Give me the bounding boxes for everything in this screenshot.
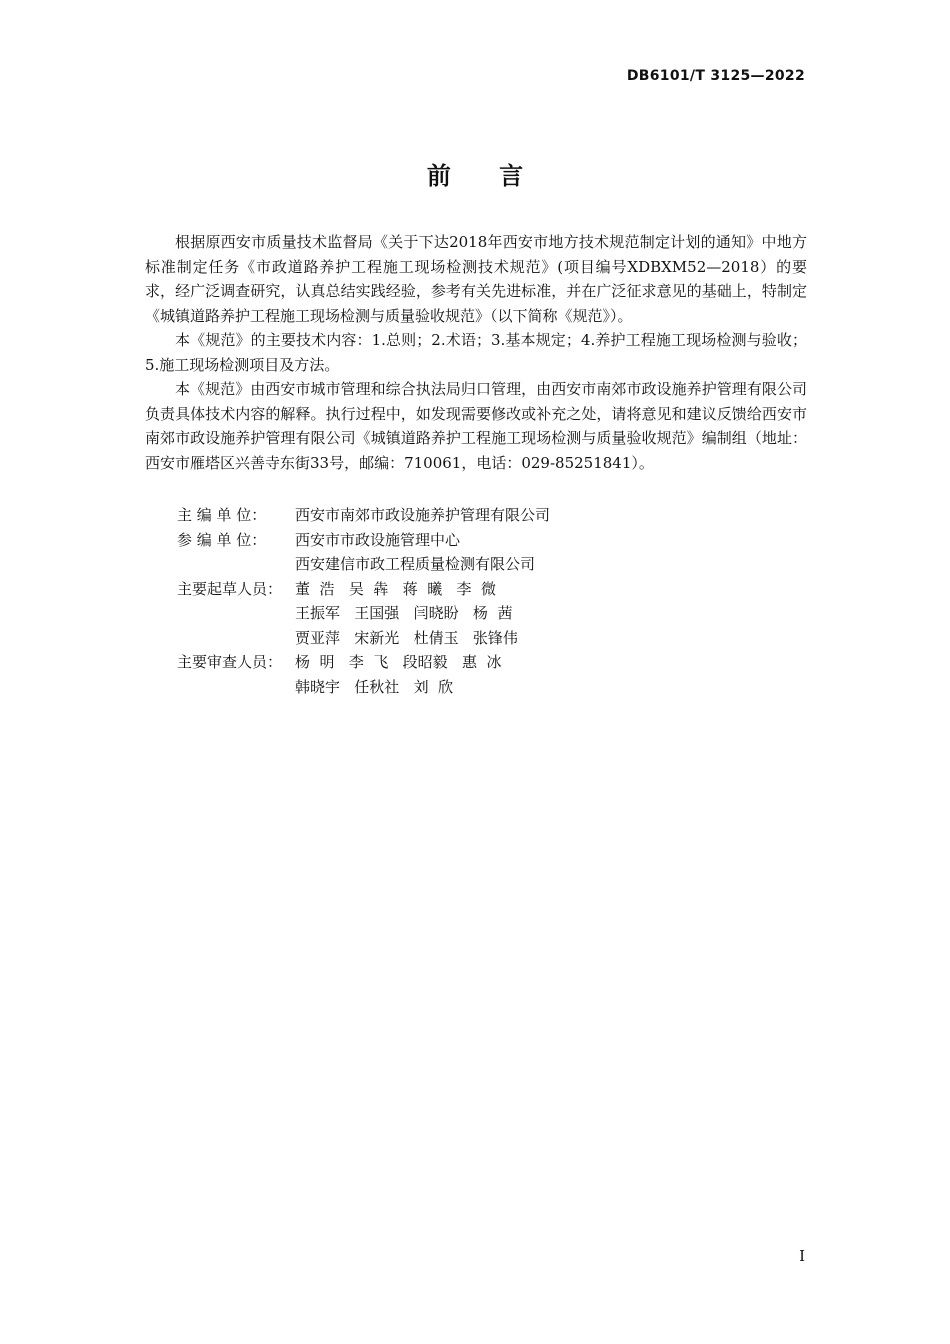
credit-row-reviewers [177,650,797,675]
credit-value: 西安建信市政工程质量检测有限公司 [295,555,536,573]
credit-label [177,675,295,700]
credit-row-drafters [177,577,797,602]
credit-value: 贾亚萍 宋新光 杜倩玉 张锋伟 [295,628,518,647]
credits-list [177,503,797,699]
document-code: DB6101/T 3125—2022 [626,68,805,84]
paragraph-contents: 本《规范》的主要技术内容：1.总则；2.术语；3.基本规定；4.养护工程施工现场检测与验收；5.施工现场检测项目及方法。 [145,331,807,374]
credit-label [177,601,295,626]
credit-row-drafters-2 [177,601,797,626]
credit-row-co-editor [177,528,797,553]
credit-value: 西安市市政设施管理中心 [295,530,461,549]
credit-value: 韩晓宇 任秋社 刘 欣 [295,677,454,696]
credit-value: 杨 明 李 飞 段昭毅 惠 冰 [295,653,502,671]
credit-label [177,552,295,577]
foreword-body [145,230,807,475]
credit-value: 西安市南郊市政设施养护管理有限公司 [295,506,551,524]
credit-label: 主要审查人员： [177,653,283,671]
credit-row-reviewers-2 [177,675,797,700]
credit-label [177,626,295,651]
paragraph-management: 本《规范》由西安市城市管理和综合执法局归口管理，由西安市南郊市政设施养护管理有限公司负责具体技术内容的解释。执行过程中，如发现需要修改或补充之处，请将意见和建议反馈给西安市南郊市政设施养护管理有限公司《城镇道路养护工程施工现场检测与质量验收规范》编制组（地址：西安市雁塔区兴善寺东街33号，邮编：710061，电话：029-85251841）。 [145,380,807,472]
credit-row-drafters-3 [177,626,797,651]
credit-label: 主 编 单 位： [177,506,267,524]
page-title: 前 言 [426,162,544,190]
credit-label: 参 编 单 位： [177,530,267,549]
paragraph-background: 根据原西安市质量技术监督局《关于下达2018年西安市地方技术规范制定计划的通知》中地方标准制定任务《市政道路养护工程施工现场检测技术规范》(项目编号XDBXM52—2018）的要求，经广泛调查研究，认真总结实践经验，参考有关先进标准，并在广泛征求意见的基础上，特制定《城镇道路养护工程施工现场检测与质量验收规范》（以下简称《规范》）。 [145,233,807,325]
credit-row-co-editor-2 [177,552,797,577]
credit-value: 董 浩 吴 犇 蒋 曦 李 微 [295,579,497,598]
credit-row-chief-editor [177,503,797,528]
credit-label: 主要起草人员： [177,579,283,598]
page-number: I [799,1247,805,1265]
credit-value: 王振军 王国强 闫晓盼 杨 茜 [295,604,513,622]
